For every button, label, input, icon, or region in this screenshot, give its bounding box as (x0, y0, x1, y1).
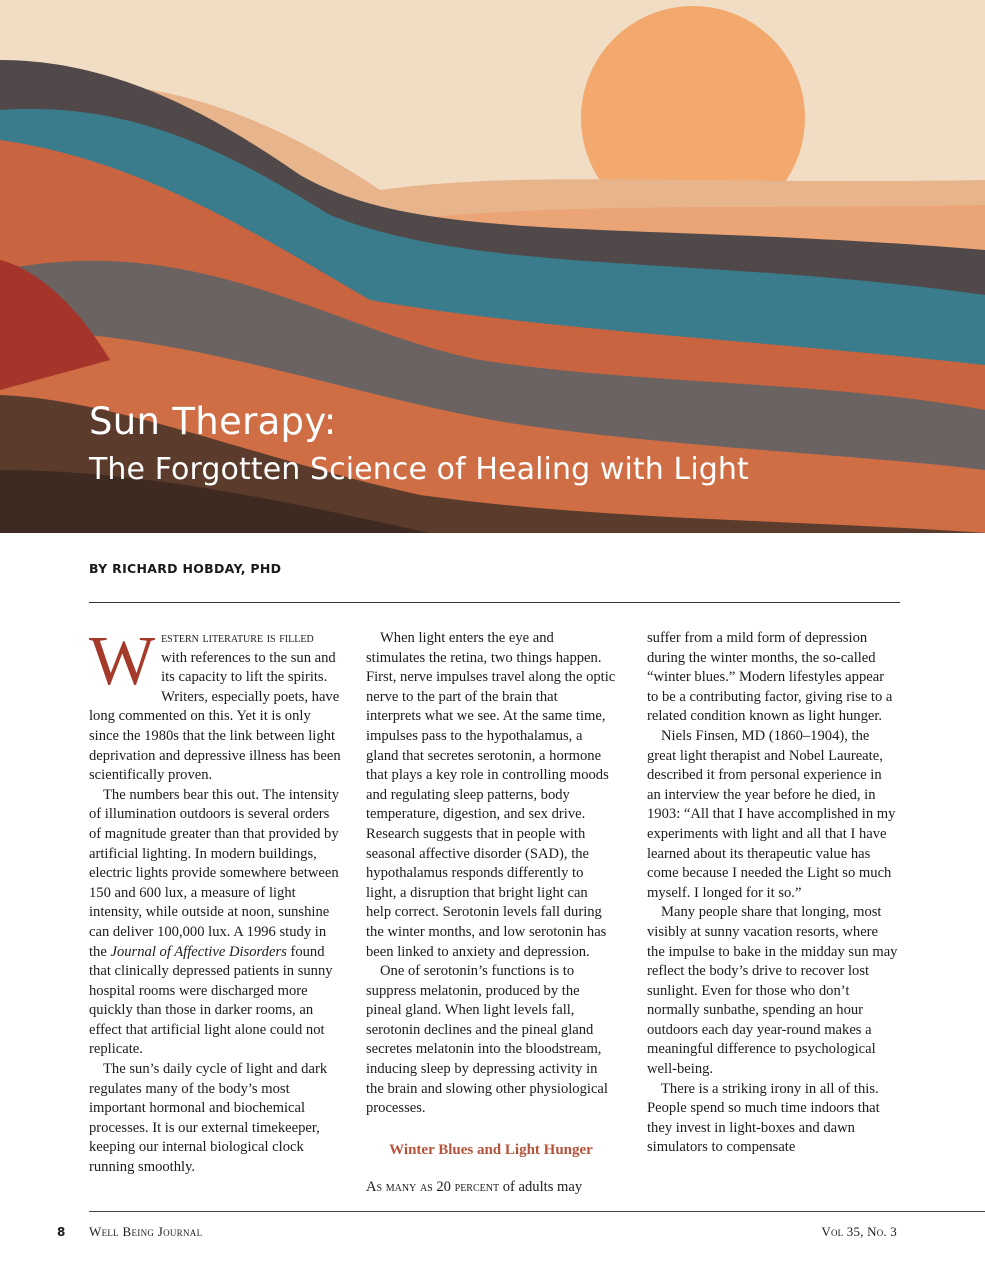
byline-divider (89, 602, 900, 603)
journal-citation: Journal of Affective Disorders (110, 943, 287, 960)
paragraph: One of serotonin’s functions is to suppress melatonin, produced by the pineal gland. When light levels fall, serotonin declines and the pineal gland secretes melatonin into the bloodstream, inducing sleep by depressing activity in the brain and slowing other physiological processes. (366, 963, 608, 1117)
paragraph-text: of adults may (499, 1179, 583, 1196)
article-column-3 (647, 629, 899, 1158)
paragraph (89, 623, 341, 786)
paragraph-text: with references to the sun and its capacity to lift the spirits. Writers, especially poets, have long commented on this. Yet it is only since the 1980s that the link between light deprivation and depressive illness has been scientifically proven. (89, 649, 341, 784)
paragraph: suffer from a mild form of depression during the winter months, the so-called “winter blues.” Modern lifestyles appear to be a contributing factor, giving rise to a related condition known as light hunger. (647, 630, 893, 725)
lead-in-smallcaps: As many as 20 percent (366, 1179, 500, 1196)
paragraph (89, 786, 341, 1060)
paragraph: Niels Finsen, MD (1860–1904), the great light therapist and Nobel Laureate, described it from personal experience in an interview the year before he died, in 1903: “All that I have accomplished in my experiments with light and all that I have learned about its therapeutic value has come because I needed the Light so much myself. I longed for it so.” (647, 727, 896, 901)
article-column-1 (89, 623, 341, 1178)
article-column-2 (366, 629, 616, 1198)
footer-divider (89, 1211, 985, 1212)
section-heading: Winter Blues and Light Hunger (389, 1141, 593, 1158)
journal-name: Well Being Journal (89, 1224, 203, 1239)
paragraph-text: The numbers bear this out. The intensity of illumination outdoors is several orders of magnitude greater than that provided by artificial lighting. In modern buildings, electric lights provide somewhere between 150 and 600 lux, a measure of light intensity, while outside at noon, sunshine can deliver 100,000 lux. A 1996 study in the (89, 786, 340, 960)
issue-info: Vol 35, No. 3 (821, 1224, 897, 1239)
author-byline: BY RICHARD HOBDAY, PHD (89, 561, 282, 576)
hero-banner (0, 0, 985, 533)
lead-in-smallcaps: estern literature is filled (161, 630, 314, 646)
paragraph: There is a striking irony in all of this. People spend so much time indoors that they invest in light-boxes and dawn simulators to compensate (647, 1080, 880, 1156)
paragraph: The sun’s daily cycle of light and dark regulates many of the body’s most important hormonal and biochemical processes. It is our external timekeeper, keeping our internal biological clock running smoothly. (89, 1061, 328, 1176)
article-subtitle: The Forgotten Science of Healing with Light (89, 452, 749, 487)
article-title: Sun Therapy: (89, 400, 337, 443)
paragraph (366, 1178, 616, 1198)
drop-cap: W (89, 623, 156, 700)
page-number: 8 (57, 1225, 66, 1239)
paragraph-text: found that clinically depressed patients in sunny hospital rooms were discharged more quickly than those in darker rooms, an effect that artificial light alone could not replicate. (89, 943, 333, 1058)
paragraph: When light enters the eye and stimulates the retina, two things happen. First, nerve impulses travel along the optic nerve to the part of the brain that interprets what we see. At the same time, impulses pass to the hypothalamus, a gland that secretes serotonin, a hormone that plays a key role in controlling moods and regulating sleep patterns, body temperature, digestion, and sex drive. Research suggests that in people with seasonal affective disorder (SAD), the hypothalamus responds differently to light, a disruption that bright light can help correct. Serotonin levels fall during the winter months, and low serotonin has been linked to anxiety and depression. (366, 630, 616, 960)
paragraph: Many people share that longing, most visibly at sunny vacation resorts, where the impulse to bake in the midday sun may reflect the body’s drive to recover lost sunlight. Even for those who don’t normally sunbathe, spending an hour outdoors each day year-round makes a meaningful difference to psychological well-being. (647, 904, 898, 1078)
